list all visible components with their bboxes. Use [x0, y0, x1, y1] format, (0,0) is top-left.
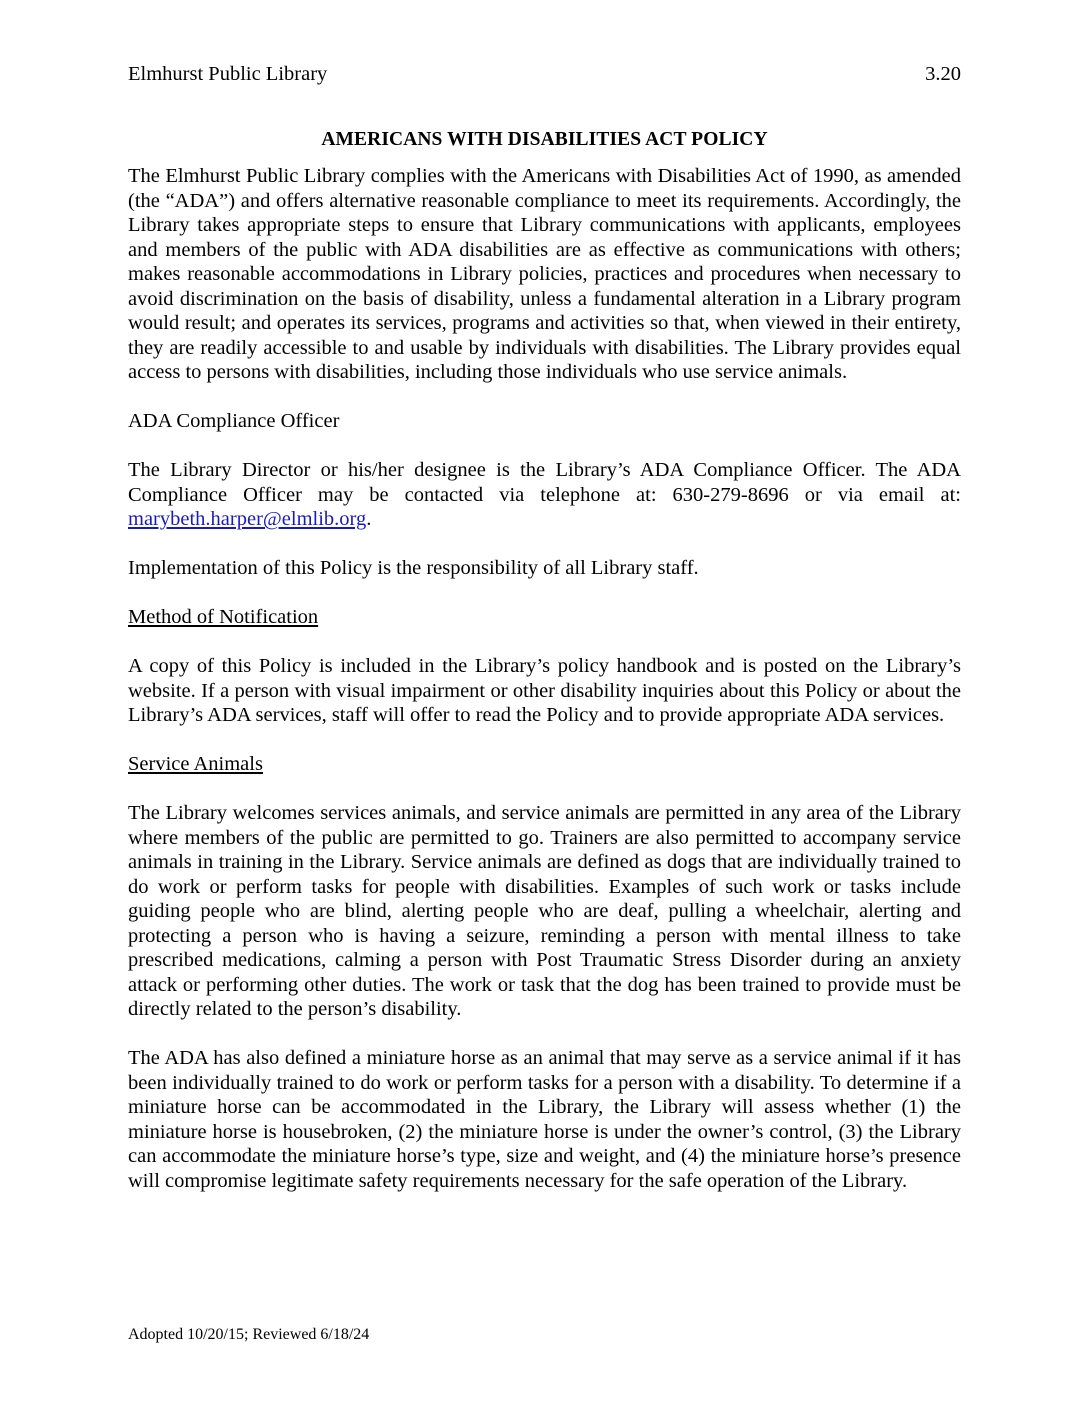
policy-number: 3.20	[925, 63, 961, 85]
compliance-officer-heading: ADA Compliance Officer	[128, 410, 340, 432]
compliance-officer-text: The Library Director or his/her designee is the Library’s ADA Compliance Officer. The ADA Compliance Officer may be contacted via telephone at: 630-279-8696 or via email at:	[128, 459, 961, 506]
notification-paragraph: A copy of this Policy is included in the Library’s policy handbook and is posted on the Library’s website. If a person with visual impairment or other disability inquiries about this Policy or about the Library’s ADA services, staff will offer to read the Policy and to provide appropriate ADA services.	[128, 655, 961, 726]
policy-title: AMERICANS WITH DISABILITIES ACT POLICY	[321, 129, 768, 150]
intro-paragraph: The Elmhurst Public Library complies with the Americans with Disabilities Act of 1990, as amended (the “ADA”) and offers alternative reasonable compliance to meet its requirements. Accordingly, the Library takes appropriate steps to ensure that Library communications with applicants, employees and members of the public with ADA disabilities are as effective as communications with others; makes reasonable accommodations in Library policies, practices and procedures when necessary to avoid discrimination on the basis of disability, unless a fundamental alteration in a Library program would result; and operates its services, programs and activities so that, when viewed in their entirety, they are readily accessible to and usable by individuals with disabilities. The Library provides equal access to persons with disabilities, including those individuals who use service animals.	[128, 165, 961, 383]
page-footer: Adopted 10/20/15; Reviewed 6/18/24	[128, 1326, 370, 1343]
email-link[interactable]: marybeth.harper@elmlib.org	[128, 508, 367, 530]
service-animals-paragraph-2: The ADA has also defined a miniature horse as an animal that may serve as a service animal if it has been individually trained to do work or perform tasks for a person with a disability. To determine if a miniature horse can be accommodated in the Library, the Library will assess whether (1) the miniature horse is housebroken, (2) the miniature horse is under the owner’s control, (3) the Library can accommodate the miniature horse’s type, size and weight, and (4) the miniature horse’s presence will compromise legitimate safety requirements necessary for the safe operation of the Library.	[128, 1047, 961, 1192]
document-page	[128, 62, 961, 1193]
service-animals-heading: Service Animals	[128, 753, 263, 775]
implementation-paragraph: Implementation of this Policy is the responsibility of all Library staff.	[128, 557, 699, 579]
email-suffix: .	[366, 508, 372, 530]
library-name: Elmhurst Public Library	[128, 63, 328, 85]
compliance-officer-paragraph	[128, 458, 961, 532]
page-header	[128, 62, 961, 86]
service-animals-paragraph-1: The Library welcomes services animals, and service animals are permitted in any area of the Library where members of the public are permitted to go. Trainers are also permitted to accompany service animals in training in the Library. Service animals are defined as dogs that are individually trained to do work or perform tasks for people with disabilities. Examples of such work or tasks include guiding people who are blind, alerting people who are deaf, pulling a wheelchair, alerting and protecting a person who is having a seizure, reminding a person with mental illness to take prescribed medications, calming a person with Post Traumatic Stress Disorder during an anxiety attack or performing other duties. The work or task that the dog has been trained to provide must be directly related to the person’s disability.	[128, 802, 961, 1020]
notification-heading: Method of Notification	[128, 606, 319, 628]
